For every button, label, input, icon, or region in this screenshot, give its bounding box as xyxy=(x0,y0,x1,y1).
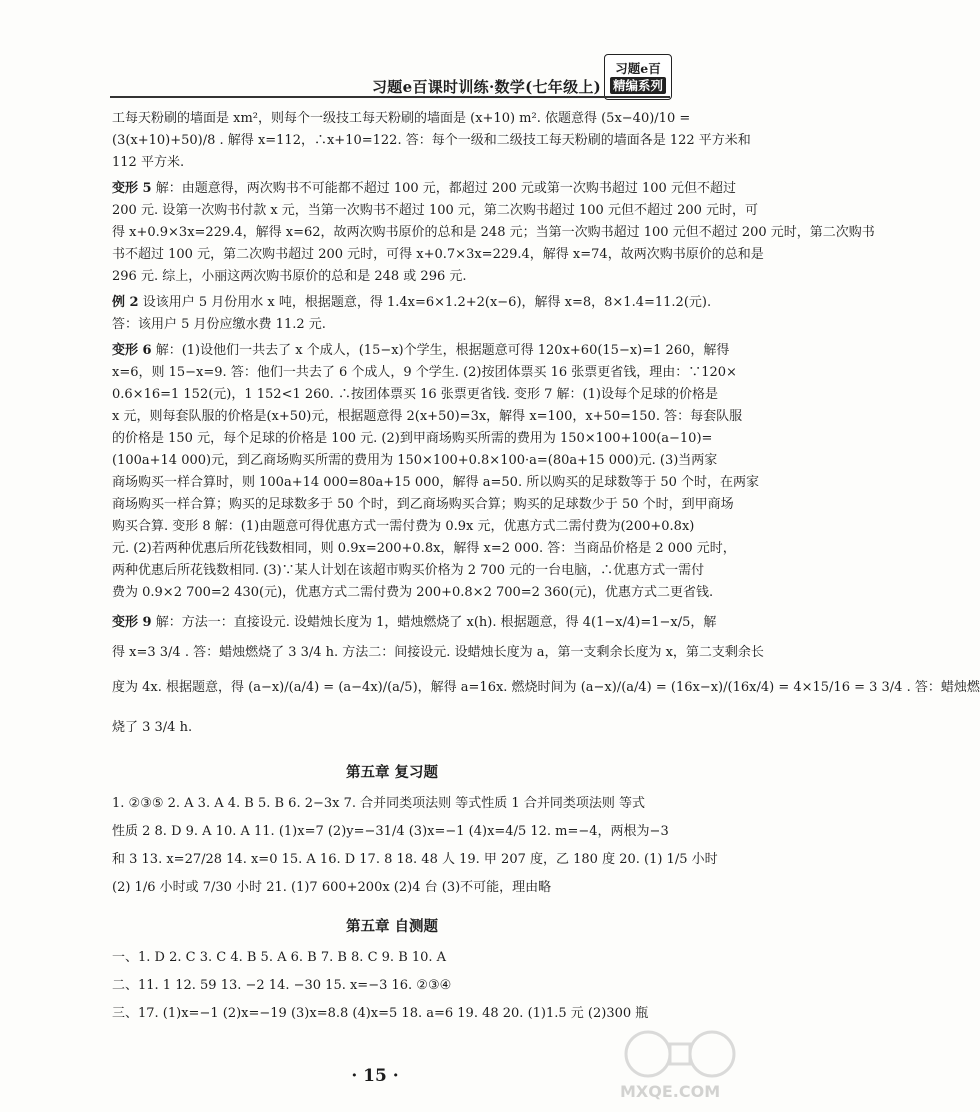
answer-line: 二、11. 1 12. 59 13. −2 14. −30 15. x=−3 16. ②③④ xyxy=(112,978,452,993)
text-line: x 元，则每套队服的价格是(x+50)元，根据题意得 2(x+50)=3x，解得 x=100，x+50=150. 答：每套队服 xyxy=(112,409,743,424)
text-line: 112 平方米. xyxy=(112,155,185,170)
variant-6 xyxy=(112,340,760,604)
text-line: 烧了 3 3/4 h. xyxy=(112,720,193,735)
answer-line: 和 3 13. x=27/28 14. x=0 15. A 16. D 17. 8 18. 48 人 19. 甲 207 度，乙 180 度 20. (1) 1/5 小时 xyxy=(112,852,718,867)
text-line: (100a+14 000)元，到乙商场购买所需的费用为 150×100+0.8×100·a=(80a+15 000)元. (3)当两家 xyxy=(112,453,718,468)
answer-line: (2) 1/6 小时或 7/30 小时 21. (1)7 600+200x (2)4 台 (3)不可能，理由略 xyxy=(112,880,552,895)
page-header xyxy=(0,54,750,96)
book-title: 习题e百课时训练·数学(七年级上) xyxy=(372,78,602,96)
text-line: x=6，则 15−x=9. 答：他们一共去了 6 个成人，9 个学生. (2)按团体票买 16 张票更省钱，理由：∵120× xyxy=(112,365,737,380)
text-line: 200 元. 设第一次购书付款 x 元，当第一次购书不超过 100 元，第二次购书超过 100 元但不超过 200 元时，可 xyxy=(112,203,759,218)
page-number: · 15 · xyxy=(351,1066,399,1086)
answer-line: 一、1. D 2. C 3. C 4. B 5. A 6. B 7. B 8. C 9. B 10. A xyxy=(112,950,447,965)
text-line: 得 x=3 3/4 . 答：蜡烛燃烧了 3 3/4 h. 方法二：间接设元. 设蜡烛长度为 a，第一支剩余长度为 x，第二支剩余长 xyxy=(112,645,764,660)
text-line: 解：(1)设他们一共去了 x 个成人，(15−x)个学生，根据题意可得 120x+60(15−x)=1 260，解得 xyxy=(151,343,730,358)
series-logo-top: 习题e百 xyxy=(615,61,661,76)
text-line: 设该用户 5 月份用水 x 吨，根据题意，得 1.4x=6×1.2+2(x−6)，解得 x=8，8×1.4=11.2(元). xyxy=(138,295,712,310)
text-line: 两种优惠后所花钱数相同. (3)∵某人计划在该超市购买价格为 2 700 元的一台电脑，∴优惠方式一需付 xyxy=(112,563,705,578)
example-2-label: 例 2 xyxy=(112,295,139,310)
text-line: 得 x+0.9×3x=229.4，解得 x=62，故两次购书原价的总和是 248 元；当第一次购书超过 100 元但不超过 200 元时，第二次购书 xyxy=(112,225,875,240)
answer-line: 三、17. (1)x=−1 (2)x=−19 (3)x=8.8 (4)x=5 18. a=6 19. 48 20. (1)1.5 元 (2)300 瓶 xyxy=(112,1006,649,1021)
text-line: 296 元. 综上，小丽这两次购书原价的总和是 248 或 296 元. xyxy=(112,269,467,284)
review-section-title: 第五章 复习题 xyxy=(345,765,439,781)
watermark-icon xyxy=(620,1026,740,1082)
text-line: 工每天粉刷的墙面是 xm²，则每个一级技工每天粉刷的墙面是 (x+10) m². 依题意得 (5x−40)/10 = xyxy=(112,111,691,126)
text-line: (3(x+10)+50)/8 . 解得 x=112，∴x+10=122. 答：每个一级和二级技工每天粉刷的墙面各是 122 平方米和 xyxy=(112,133,751,148)
watermark-logo xyxy=(620,1026,740,1106)
variant-5-label: 变形 5 xyxy=(112,181,152,196)
text-line: 书不超过 100 元，第二次购书超过 200 元时，可得 x+0.7×3x=229.4，解得 x=74，故两次购书原价的总和是 xyxy=(112,247,764,262)
series-logo xyxy=(604,54,672,100)
text-line: 的价格是 150 元，每个足球的价格是 100 元. (2)到甲商场购买所需的费用为 150×100+100(a−10)= xyxy=(112,431,713,446)
text-line: 购买合算. 变形 8 解：(1)由题意可得优惠方式一需付费为 0.9x 元，优惠方式二需付费为(200+0.8x) xyxy=(112,519,695,534)
answer-content xyxy=(112,108,980,1028)
header-divider xyxy=(110,96,670,98)
text-line: 商场购买一样合算；购买的足球数多于 50 个时，到乙商场购买合算；购买的足球数少于 50 个时，到甲商场 xyxy=(112,497,734,512)
text-line: 度为 4x. 根据题意，得 (a−x)/(a/4) = (a−4x)/(a/5)，解得 a=16x. 燃烧时间为 (a−x)/(a/4) = (16x−x)/(16x/4) = 4×15/16 = 3 3/4 . 答：蜡烛燃 xyxy=(112,680,980,695)
answer-line: 1. ②③⑤ 2. A 3. A 4. B 5. B 6. 2−3x 7. 合并同类项法则 等式性质 1 合并同类项法则 等式 xyxy=(112,796,645,811)
self-test-section-title: 第五章 自测题 xyxy=(345,919,439,935)
variant-9 xyxy=(112,608,980,748)
series-logo-bottom: 精编系列 xyxy=(610,77,666,94)
text-line: 解：由题意得，两次购书不可能都不超过 100 元，都超过 200 元或第一次购书超过 100 元但不超过 xyxy=(151,181,736,196)
text-line: 答：该用户 5 月份应缴水费 11.2 元. xyxy=(112,317,326,332)
text-line: 0.6×16=1 152(元)，1 152<1 260. ∴按团体票买 16 张票更省钱. 变形 7 解：(1)设每个足球的价格是 xyxy=(112,387,718,402)
solution-continued xyxy=(112,108,751,174)
text-line: 商场购买一样合算时，则 100a+14 000=80a+15 000，解得 a=50. 所以购买的足球数等于 50 个时，在两家 xyxy=(112,475,760,490)
variant-6-label: 变形 6 xyxy=(112,343,152,358)
text-line: 解：方法一：直接设元. 设蜡烛长度为 1，蜡烛燃烧了 x(h). 根据题意，得 4(1−x/4)=1−x/5，解 xyxy=(151,615,717,630)
example-2 xyxy=(112,292,712,336)
text-line: 费为 0.9×2 700=2 430(元)，优惠方式二需付费为 200+0.8×2 700=2 360(元)，优惠方式二更省钱. xyxy=(112,585,714,600)
review-answers xyxy=(112,790,718,902)
text-line: 元. (2)若两种优惠后所花钱数相同，则 0.9x=200+0.8x，解得 x=2 000. 答：当商品价格是 2 000 元时， xyxy=(112,541,736,556)
self-test-answers xyxy=(112,944,672,1028)
answer-line: 性质 2 8. D 9. A 10. A 11. (1)x=7 (2)y=−31/4 (3)x=−1 (4)x=4/5 12. m=−4，两根为−3 xyxy=(112,824,669,839)
variant-9-label: 变形 9 xyxy=(112,615,152,630)
variant-5 xyxy=(112,178,875,288)
watermark-text: MXQE.COM xyxy=(620,1082,721,1101)
